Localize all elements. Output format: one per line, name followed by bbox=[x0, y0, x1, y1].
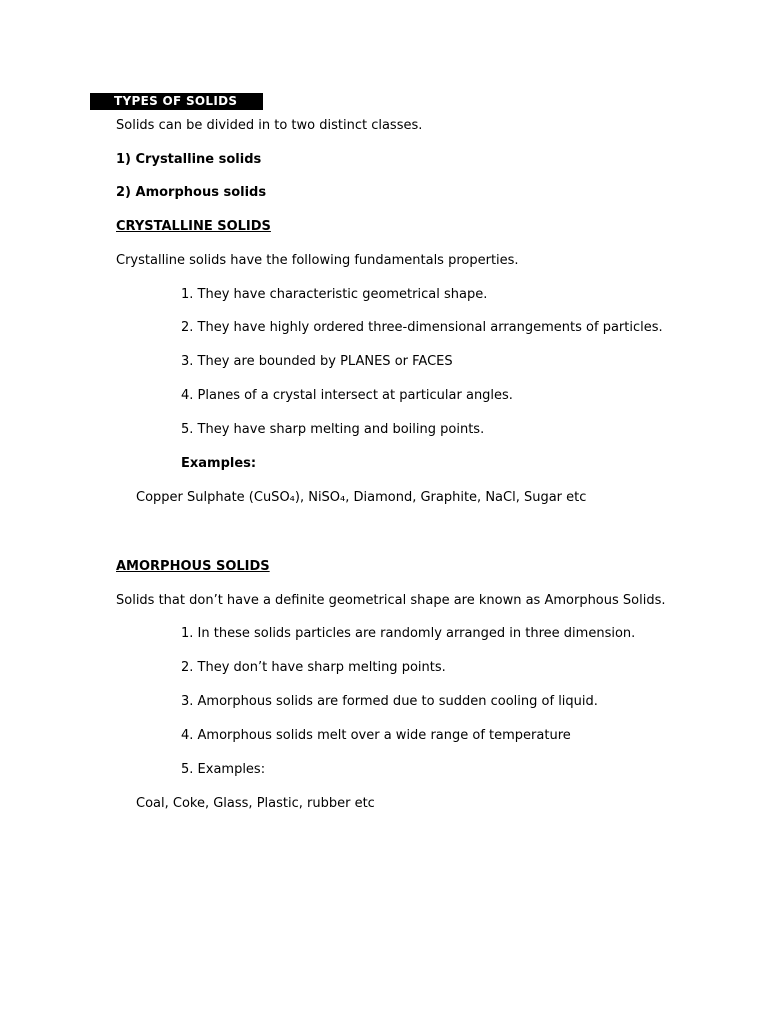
amorphous-examples: Coal, Coke, Glass, Plastic, rubber etc bbox=[136, 796, 375, 811]
crystalline-heading: CRYSTALLINE SOLIDS bbox=[116, 219, 271, 234]
amorphous-heading: AMORPHOUS SOLIDS bbox=[116, 559, 270, 574]
crystalline-property: 3. They are bounded by PLANES or FACES bbox=[181, 354, 453, 369]
class-item-crystalline: 1) Crystalline solids bbox=[116, 152, 262, 167]
crystalline-property: 2. They have highly ordered three-dimensional arrangements of particles. bbox=[181, 320, 663, 335]
crystalline-intro: Crystalline solids have the following fundamentals properties. bbox=[116, 253, 519, 268]
page-title: TYPES OF SOLIDS bbox=[114, 94, 238, 108]
amorphous-property: 2. They don’t have sharp melting points. bbox=[181, 660, 446, 675]
crystalline-examples: Copper Sulphate (CuSO₄), NiSO₄, Diamond, Graphite, NaCl, Sugar etc bbox=[136, 490, 587, 505]
amorphous-property: 3. Amorphous solids are formed due to sudden cooling of liquid. bbox=[181, 694, 598, 709]
crystalline-examples-label: Examples: bbox=[181, 456, 257, 471]
crystalline-property: 4. Planes of a crystal intersect at particular angles. bbox=[181, 388, 513, 403]
amorphous-property: 4. Amorphous solids melt over a wide range of temperature bbox=[181, 728, 571, 743]
title-banner bbox=[90, 93, 263, 110]
amorphous-intro: Solids that don’t have a definite geometrical shape are known as Amorphous Solids. bbox=[116, 593, 666, 608]
amorphous-property: 1. In these solids particles are randomly arranged in three dimension. bbox=[181, 626, 636, 641]
class-item-amorphous: 2) Amorphous solids bbox=[116, 185, 267, 200]
intro-text: Solids can be divided in to two distinct classes. bbox=[116, 118, 423, 133]
crystalline-property: 5. They have sharp melting and boiling points. bbox=[181, 422, 485, 437]
amorphous-property: 5. Examples: bbox=[181, 762, 266, 777]
crystalline-property: 1. They have characteristic geometrical shape. bbox=[181, 287, 488, 302]
